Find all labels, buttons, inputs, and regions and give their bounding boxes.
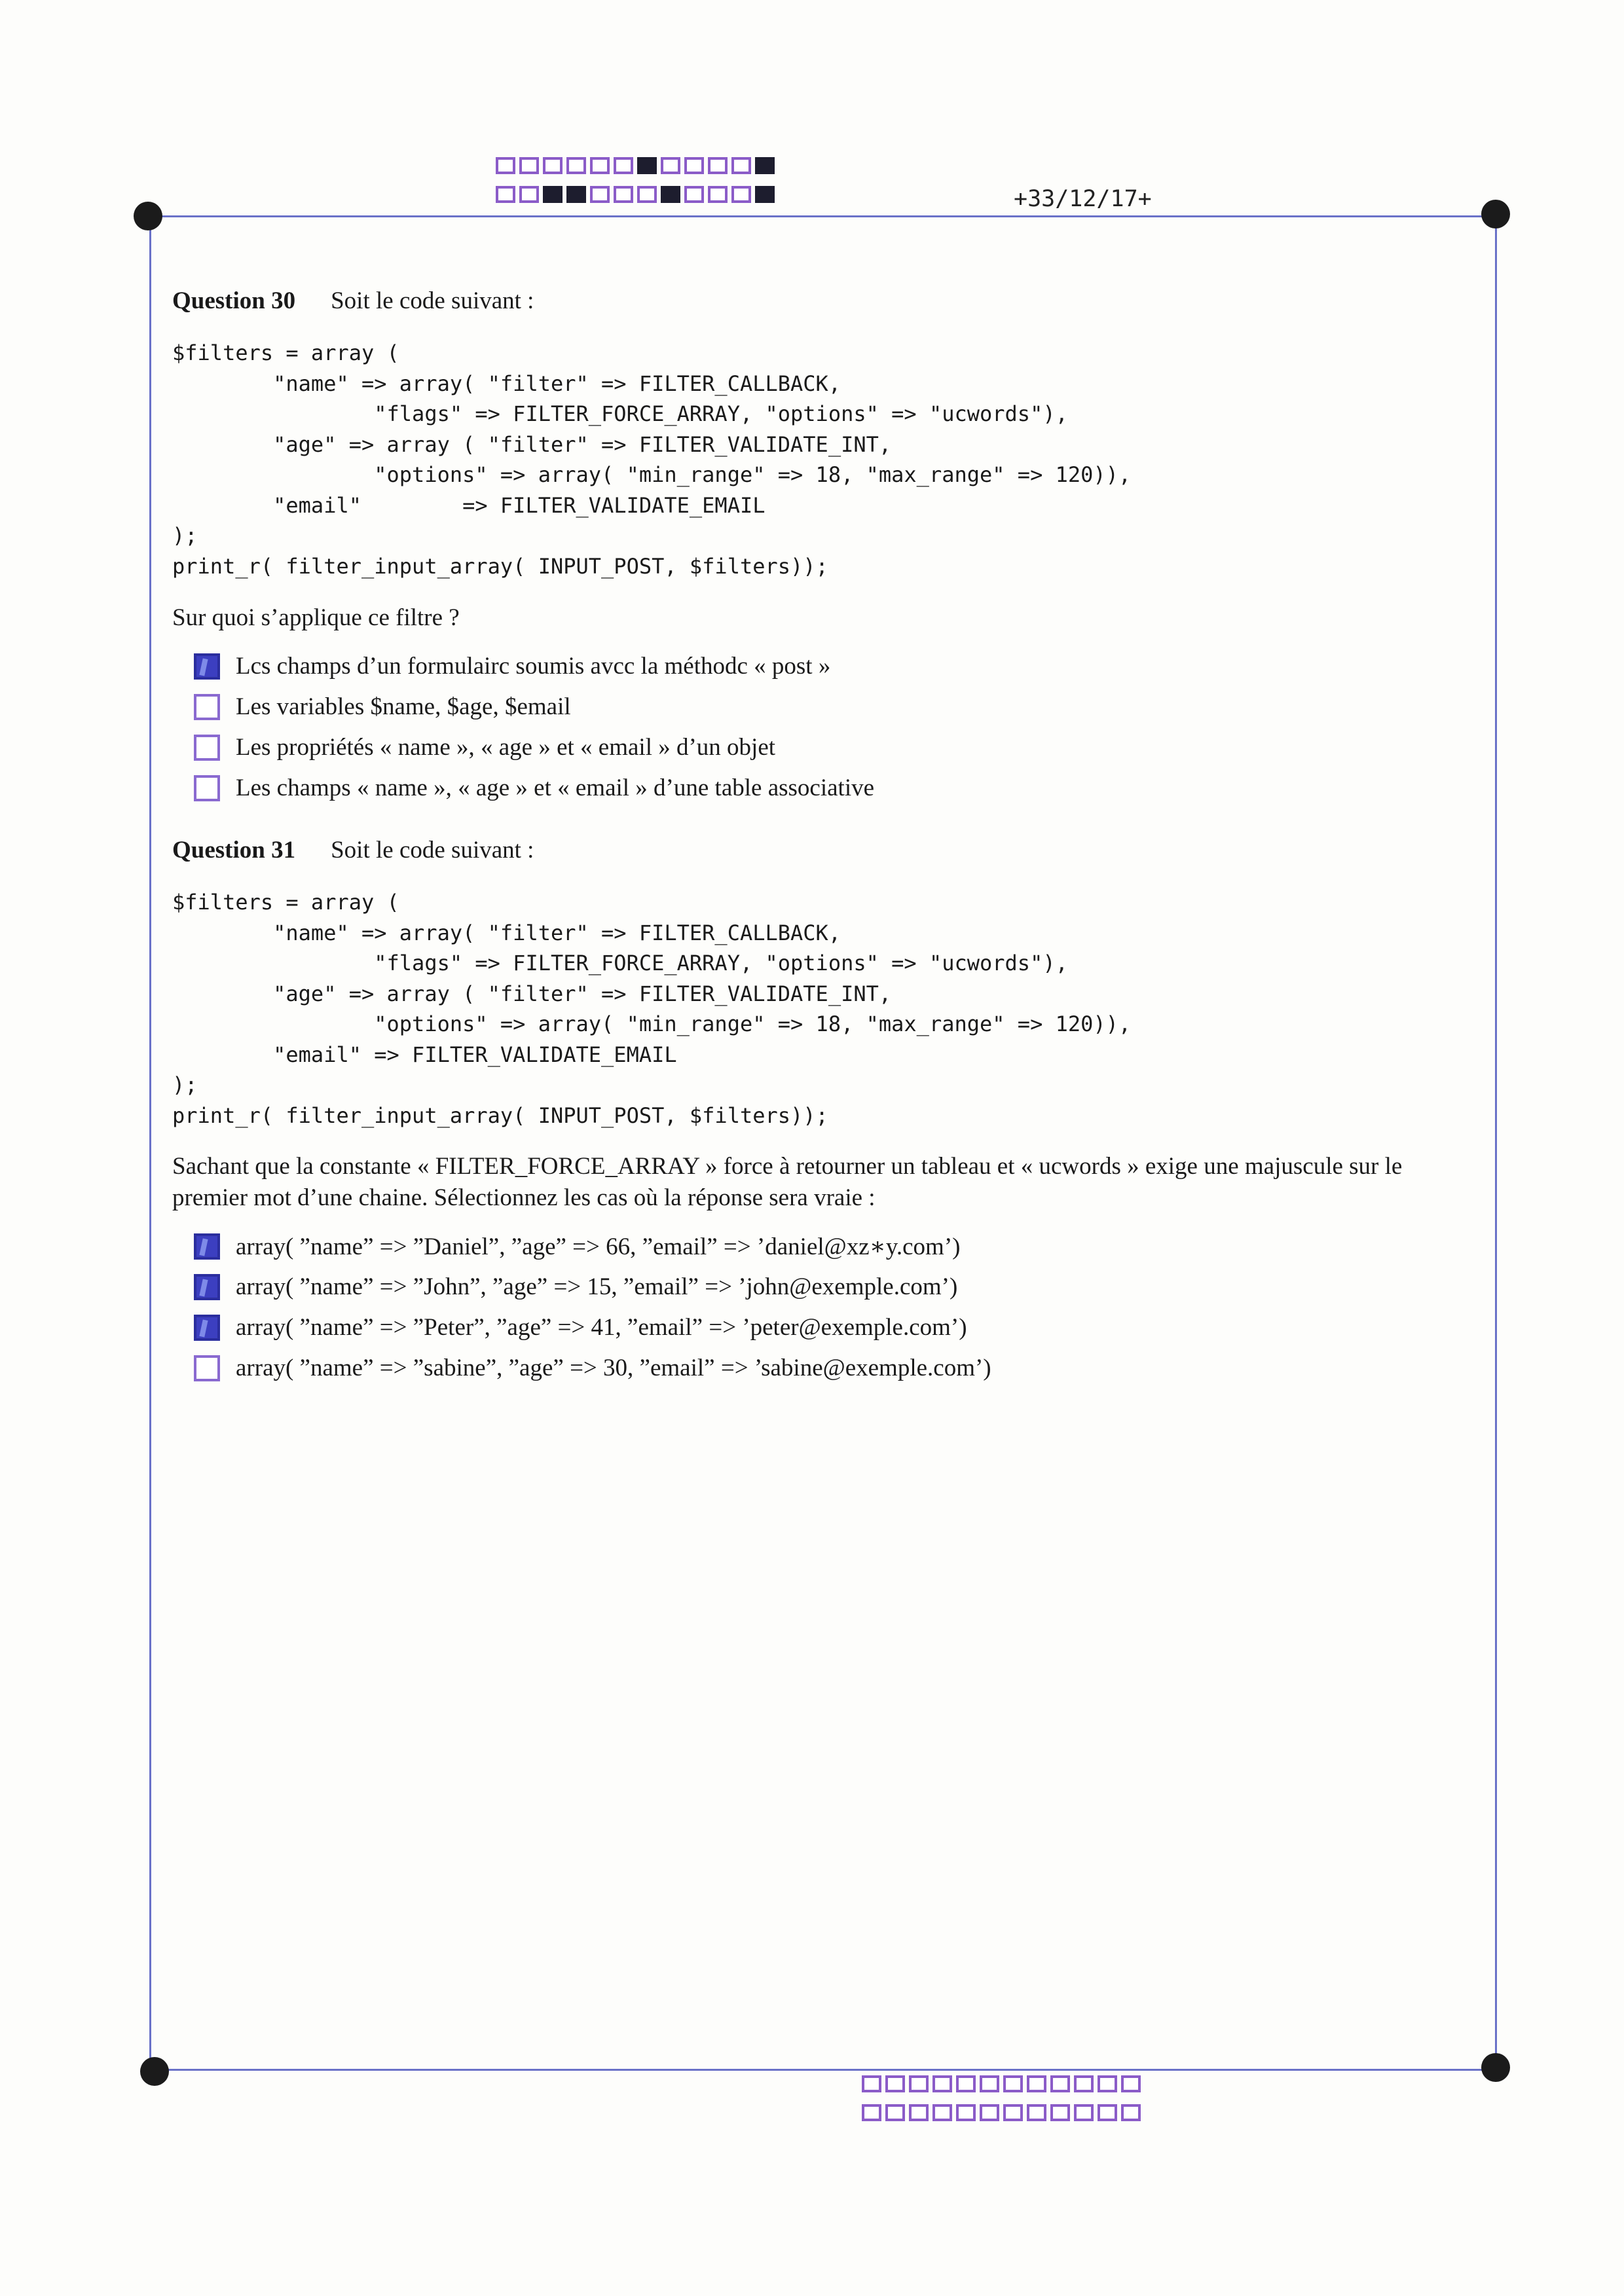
code-mark-box: [980, 2075, 999, 2092]
answer-checkbox[interactable]: [194, 694, 220, 720]
code-mark-box: [496, 157, 515, 174]
answer-option[interactable]: [194, 774, 874, 802]
answer-checkbox[interactable]: [194, 1315, 220, 1341]
question-number: Question 31: [172, 837, 296, 864]
question-intro: Soit le code suivant :: [331, 287, 534, 314]
code-mark-box: [1121, 2075, 1141, 2092]
top-code-row-2: [496, 186, 779, 203]
code-mark-box: [590, 186, 610, 203]
answer-option[interactable]: [194, 1232, 960, 1261]
code-mark-box: [909, 2104, 929, 2121]
question-intro: Soit le code suivant :: [331, 837, 534, 864]
answer-checkbox[interactable]: [194, 775, 220, 801]
answer-option[interactable]: [194, 733, 775, 761]
code-mark-box: [1121, 2104, 1141, 2121]
page-identifier: +33/12/17+: [1014, 186, 1152, 212]
code-mark-box: [1098, 2075, 1117, 2092]
code-mark-box: [1003, 2104, 1023, 2121]
code-mark-box: [590, 157, 610, 174]
code-mark-box: [1050, 2104, 1070, 2121]
code-mark-box: [1074, 2075, 1094, 2092]
answer-label: Les propriétés « name », « age » et « email » d’un objet: [236, 734, 776, 761]
code-mark-box: [496, 186, 515, 203]
question-31-header: [172, 836, 534, 864]
question-31-prompt: Sachant que la constante « FILTER_FORCE_ARRAY » force à retourner un tableau et « ucwords » exige une majuscule sur le premier mot d’une chaine. Sélectionnez les cas où la réponse sera vraie :: [172, 1153, 1403, 1211]
code-mark-box: [980, 2104, 999, 2121]
frame-bottom-line: [147, 2069, 1496, 2071]
answer-checkbox[interactable]: [194, 1274, 220, 1300]
question-30-prompt: Sur quoi s’applique ce filtre ?: [172, 604, 460, 631]
code-mark-box: [614, 157, 633, 174]
code-mark-box: [661, 157, 680, 174]
answer-checkbox[interactable]: [194, 1233, 220, 1260]
code-mark-box: [708, 157, 728, 174]
code-mark-box: [755, 157, 775, 174]
code-mark-box: [566, 186, 586, 203]
code-mark-box: [684, 186, 704, 203]
answer-label: array( ”name” => ”Peter”, ”age” => 41, ”email” => ’peter@exemple.com’): [236, 1314, 967, 1341]
question-30-code: $filters = array ( "name" => array( "filter" => FILTER_CALLBACK, "flags" => FILTER_FORCE_ARRAY, "options" => "ucwords"), "age" => array ( "filter" => FILTER_VALIDATE_INT, "options" => array( "min_range" => 18, "max_range" => 120)), "email" => FILTER_VALIDATE_EMAIL ); print_r( filter_input_array( INPUT_POST, $filters));: [172, 340, 1132, 579]
answer-checkbox[interactable]: [194, 735, 220, 761]
answer-checkbox[interactable]: [194, 653, 220, 680]
code-mark-box: [519, 157, 539, 174]
code-mark-box: [1074, 2104, 1094, 2121]
code-mark-box: [1098, 2104, 1117, 2121]
code-mark-box: [932, 2075, 952, 2092]
code-mark-box: [637, 157, 657, 174]
frame-left-line: [149, 215, 151, 2070]
bottom-code-row-1: [862, 2075, 1145, 2092]
answer-label: array( ”name” => ”sabine”, ”age” => 30, ”email” => ’sabine@exemple.com’): [236, 1355, 991, 1381]
code-mark-box: [862, 2104, 881, 2121]
corner-marker-top-right: [1481, 200, 1510, 228]
answer-option[interactable]: [194, 1273, 957, 1301]
code-mark-box: [731, 186, 751, 203]
code-mark-box: [708, 186, 728, 203]
code-mark-box: [731, 157, 751, 174]
code-mark-box: [519, 186, 539, 203]
code-mark-box: [755, 186, 775, 203]
code-mark-box: [661, 186, 680, 203]
code-mark-box: [909, 2075, 929, 2092]
code-mark-box: [862, 2075, 881, 2092]
answer-option[interactable]: [194, 693, 571, 721]
code-mark-box: [614, 186, 633, 203]
answer-checkbox[interactable]: [194, 1355, 220, 1381]
code-mark-box: [956, 2104, 976, 2121]
frame-right-line: [1495, 215, 1497, 2070]
code-mark-box: [566, 157, 586, 174]
answer-label: Les variables $name, $age, $email: [236, 693, 571, 720]
code-mark-box: [932, 2104, 952, 2121]
corner-marker-top-left: [134, 202, 162, 230]
code-mark-box: [956, 2075, 976, 2092]
corner-marker-bottom-right: [1481, 2053, 1510, 2082]
answer-option[interactable]: [194, 1354, 991, 1382]
bottom-code-row-2: [862, 2104, 1145, 2121]
code-mark-box: [1050, 2075, 1070, 2092]
question-30-header: [172, 287, 534, 315]
code-mark-box: [1003, 2075, 1023, 2092]
answer-label: array( ”name” => ”Daniel”, ”age” => 66, ”email” => ’daniel@xz∗y.com’): [236, 1233, 961, 1260]
answer-option[interactable]: [194, 1313, 967, 1341]
answer-label: Lcs champs d’un formulairc soumis avcc la méthodc « post »: [236, 653, 831, 680]
code-mark-box: [885, 2075, 905, 2092]
answer-option[interactable]: [194, 652, 830, 680]
code-mark-box: [1027, 2104, 1046, 2121]
corner-marker-bottom-left: [140, 2057, 169, 2086]
question-number: Question 30: [172, 287, 296, 314]
frame-top-line: [147, 215, 1496, 217]
code-mark-box: [1027, 2075, 1046, 2092]
code-mark-box: [637, 186, 657, 203]
answer-label: array( ”name” => ”John”, ”age” => 15, ”email” => ’john@exemple.com’): [236, 1273, 958, 1300]
top-code-row-1: [496, 157, 779, 174]
answer-label: Les champs « name », « age » et « email » d’une table associative: [236, 774, 875, 801]
code-mark-box: [684, 157, 704, 174]
code-mark-box: [543, 186, 563, 203]
code-mark-box: [543, 157, 563, 174]
code-mark-box: [885, 2104, 905, 2121]
question-31-code: $filters = array ( "name" => array( "filter" => FILTER_CALLBACK, "flags" => FILTER_FORCE_ARRAY, "options" => "ucwords"), "age" => array ( "filter" => FILTER_VALIDATE_INT, "options" => array( "min_range" => 18, "max_range" => 120)), "email" => FILTER_VALIDATE_EMAIL ); print_r( filter_input_array( INPUT_POST, $filters));: [172, 890, 1132, 1128]
